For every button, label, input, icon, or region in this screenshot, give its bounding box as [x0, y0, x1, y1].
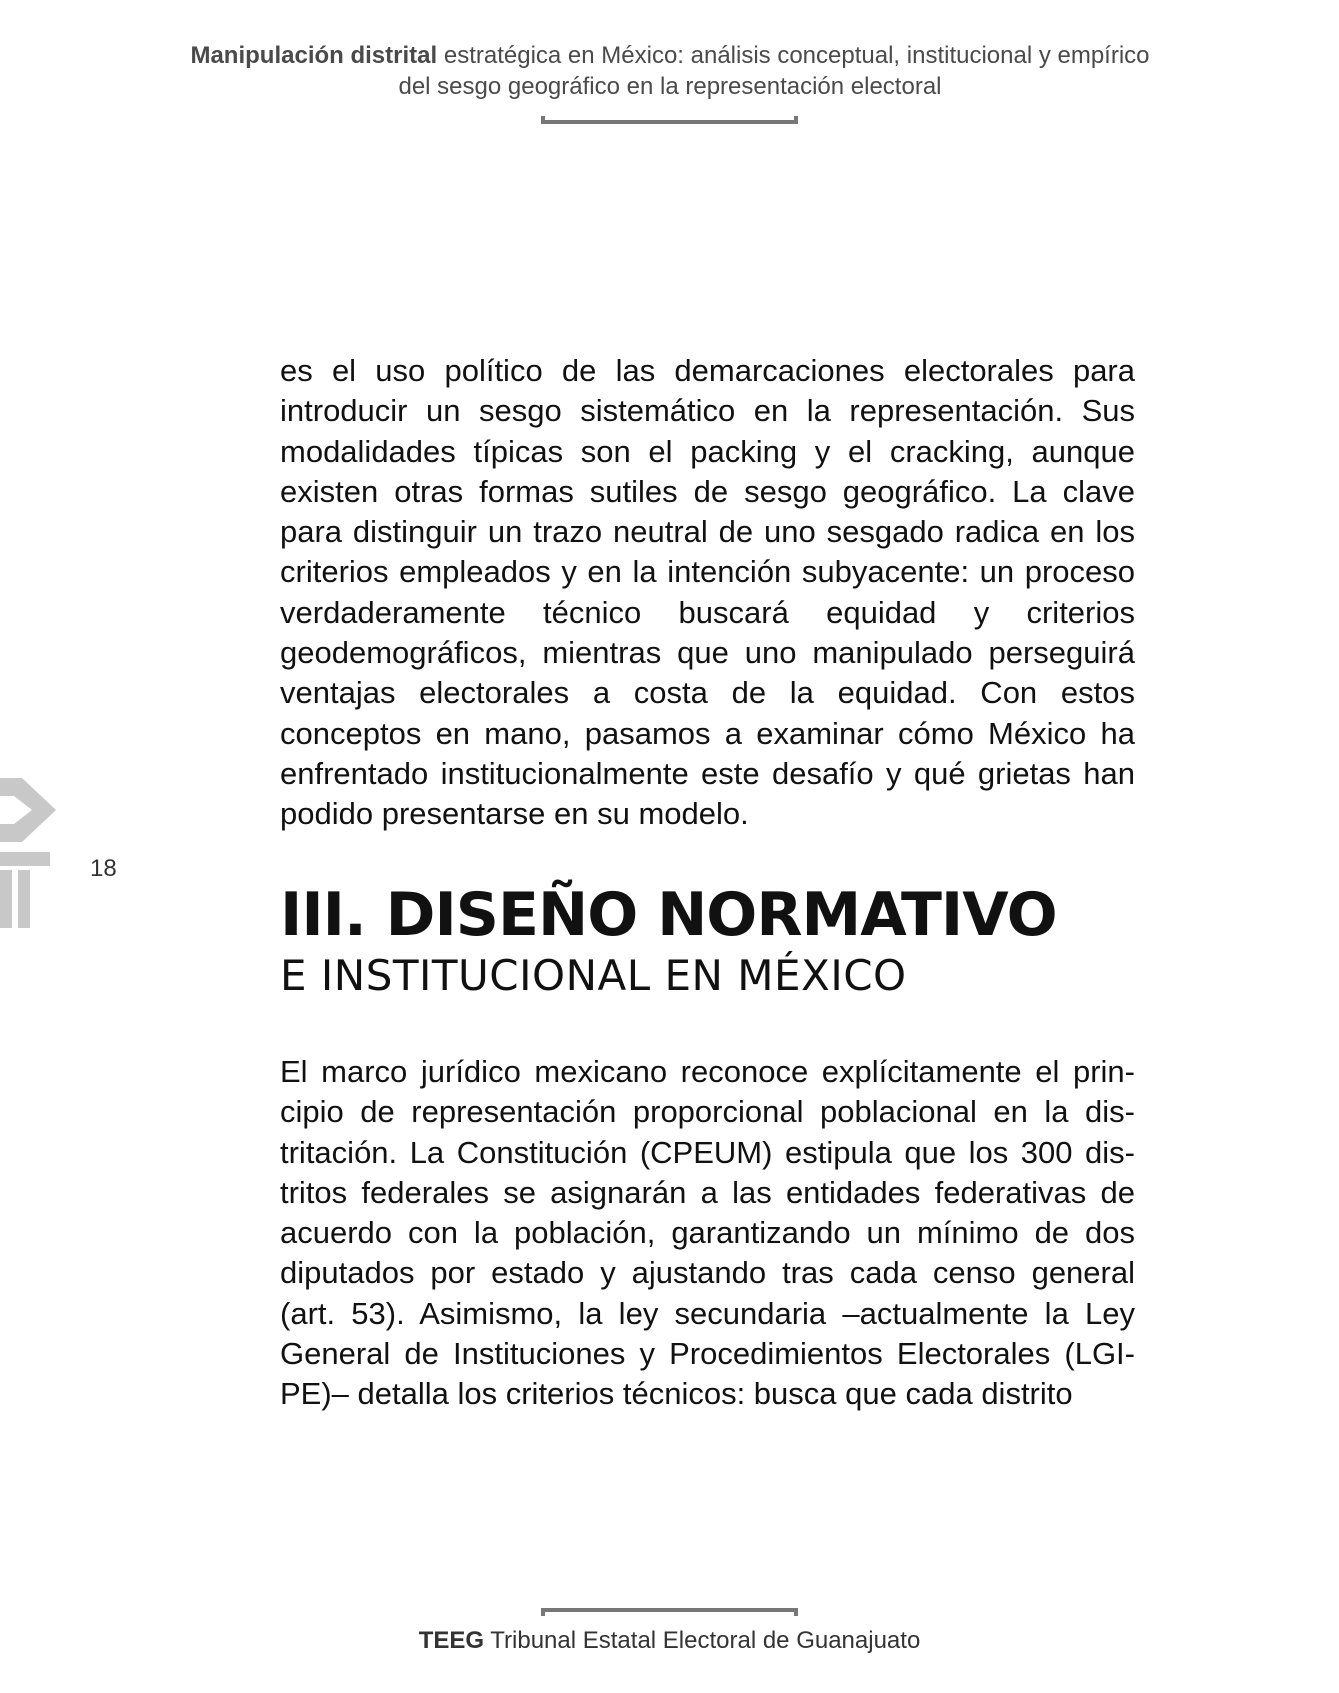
- footer-org-abbr: TEEG: [418, 1627, 485, 1654]
- paragraph-text: es el uso político de las demarcaciones electorales para introducir un sesgo sistemático en la representación. Sus modalidades típicas son el packing y el cracking, aunque existen otras formas sutiles de sesgo geográfico. La clave para distinguir un trazo neutral de uno sesgado radica en los criterios empleados y en la intención subyacente: un proceso verdaderamente técnico buscará equidad y criterios geodemográficos, mientras que uno manipulado perseguirá ventajas electorales a costa de la equidad. Con estos conceptos en mano, pasamos a examinar cómo México ha enfrentado institucionalmente este desafío y qué grietas han podido presentarse en su modelo.: [280, 353, 1135, 832]
- teeg-emblem-watermark: [0, 770, 60, 930]
- header-title-rest: estratégica en México: análisis conceptual, institucional y empírico: [443, 42, 1150, 69]
- footer-bracket-rule: [541, 1608, 798, 1616]
- body-paragraph-1: [280, 351, 1135, 835]
- section-heading-line-2: E INSTITUCIONAL EN MÉXICO: [280, 951, 907, 1000]
- header-title-line2: del sesgo geográfico en la representación electoral: [398, 73, 942, 100]
- section-heading-line-1: III. DISEÑO NORMATIVO: [280, 880, 1057, 950]
- body-paragraph-2: [280, 1052, 1135, 1415]
- running-header: [120, 40, 1220, 102]
- section-heading: [280, 880, 1160, 1002]
- footer-org-name: Tribunal Estatal Electoral de Guanajuato: [490, 1627, 921, 1654]
- running-footer: [0, 1627, 1339, 1655]
- header-bracket-rule: [541, 116, 798, 124]
- page-number: 18: [90, 855, 117, 882]
- paragraph-text: El marco jurídico mexicano reconoce explícitamente el principio de representación proporcional poblacional en la distritación. La Constitución (CPEUM) estipula que los 300 distritos federales se asignarán a las entidades federativas de acuerdo con la población, garantizando un mínimo de dos diputados por estado y ajustando tras cada censo general (art. 53). Asimismo, la ley secundaria –actualmente la Ley General de Instituciones y Procedimientos Electorales (LGIPE)– detalla los criterios técnicos: busca que cada distrito: [280, 1054, 1135, 1412]
- header-title-bold: Manipulación distrital: [190, 42, 438, 69]
